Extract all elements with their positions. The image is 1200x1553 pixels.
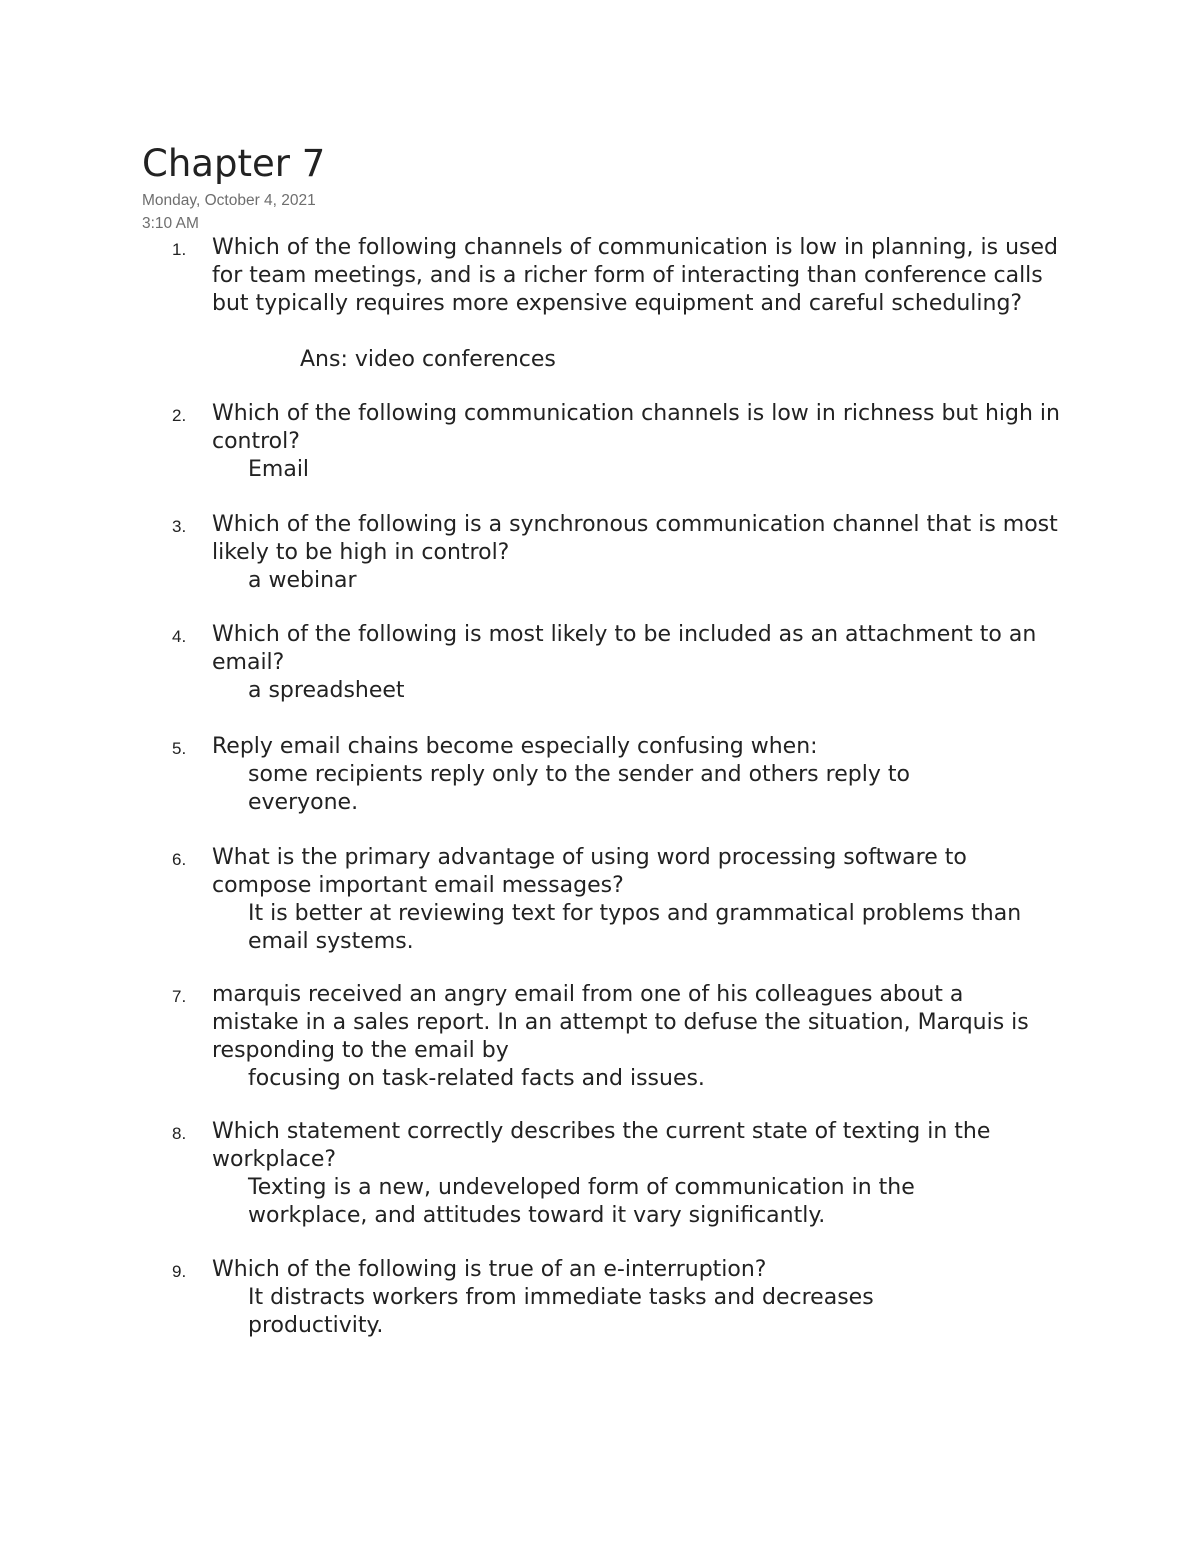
question-number: 8. <box>172 1124 187 1143</box>
answer-text: Ans: video conferences <box>300 347 556 372</box>
page-date: Monday, October 4, 2021 <box>142 192 316 209</box>
answer-text: a spreadsheet <box>248 678 405 703</box>
page-time: 3:10 AM <box>142 215 199 232</box>
answer-text: It is better at reviewing text for typos and grammatical problems than email systems. <box>248 901 1022 954</box>
question-number: 6. <box>172 850 187 869</box>
question-number: 1. <box>172 240 187 259</box>
question-text: Reply email chains become especially confusing when: <box>212 734 818 759</box>
question-text: Which of the following communication channels is low in richness but high in control? <box>212 401 1060 454</box>
question-number: 2. <box>172 406 187 425</box>
question-text: Which statement correctly describes the current state of texting in the workplace? <box>212 1119 991 1172</box>
answer-text: Texting is a new, undeveloped form of communication in the workplace, and attitudes toward it vary significantly. <box>248 1175 915 1228</box>
answer-text: Email <box>248 457 310 482</box>
question-number: 3. <box>172 517 187 536</box>
question-text: Which of the following is a synchronous communication channel that is most likely to be high in control? <box>212 512 1058 565</box>
question-text: Which of the following channels of communication is low in planning, is used for team meetings, and is a richer form of interacting than conference calls but typically requires more expensive equipment and careful scheduling? <box>212 235 1058 316</box>
question-number: 7. <box>172 987 187 1006</box>
question-text: marquis received an angry email from one of his colleagues about a mistake in a sales report. In an attempt to defuse the situation, Marquis is responding to the email by <box>212 982 1029 1063</box>
question-text: What is the primary advantage of using word processing software to compose important email messages? <box>212 845 967 898</box>
question-number: 5. <box>172 739 187 758</box>
answer-text: a webinar <box>248 568 357 593</box>
question-text: Which of the following is true of an e-interruption? <box>212 1257 767 1282</box>
question-number: 9. <box>172 1262 187 1281</box>
page-title: Chapter 7 <box>142 142 326 185</box>
question-text: Which of the following is most likely to be included as an attachment to an email? <box>212 622 1037 675</box>
answer-text: some recipients reply only to the sender and others reply to everyone. <box>248 762 910 815</box>
answer-text: focusing on task-related facts and issues. <box>248 1066 705 1091</box>
answer-text: It distracts workers from immediate tasks and decreases productivity. <box>248 1285 874 1338</box>
question-number: 4. <box>172 627 187 646</box>
